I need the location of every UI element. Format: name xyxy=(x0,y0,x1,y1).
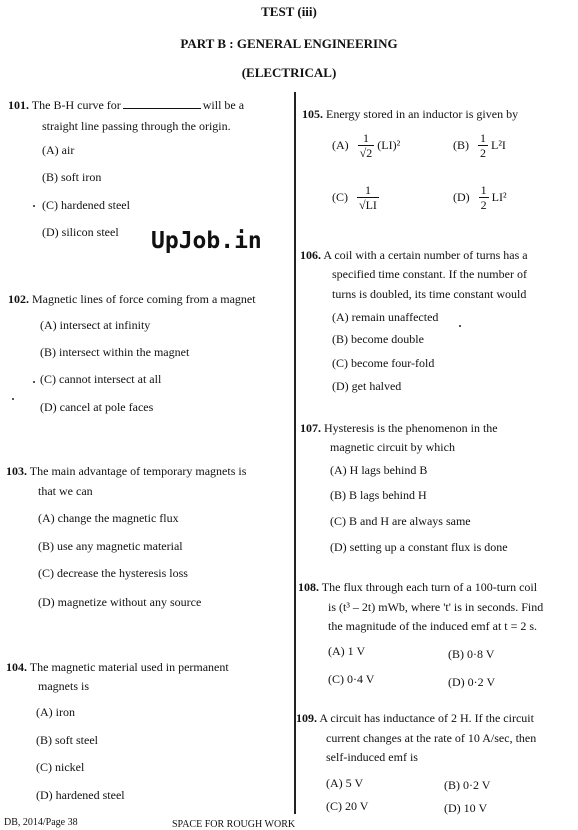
scan-speck xyxy=(33,381,35,383)
question-103-line2: that we can xyxy=(38,484,93,498)
option-109-c: (C) 20 V xyxy=(326,799,369,813)
question-109-line2: current changes at the rate of 10 A/sec, then xyxy=(326,731,537,745)
option-106-b: (B) become double xyxy=(332,332,424,346)
question-109-line3: self-induced emf is xyxy=(326,750,418,764)
option-108-d: (D) 0·2 V xyxy=(448,675,496,689)
option-109-b: (B) 0·2 V xyxy=(444,778,491,792)
question-108-line2: is (t³ – 2t) mWb, where 't' is in seconds. Find xyxy=(328,600,544,614)
option-104-a: (A) iron xyxy=(36,705,75,719)
option-104-c: (C) nickel xyxy=(36,760,85,774)
option-101-a: (A) air xyxy=(42,143,75,157)
question-104-line2: magnets is xyxy=(38,679,89,693)
option-108-b: (B) 0·8 V xyxy=(448,647,495,661)
question-101-line2: straight line passing through the origin. xyxy=(42,119,231,133)
question-107: 107. Hysteresis is the phenomenon in the xyxy=(300,421,498,435)
option-105-c: (C) $\frac{1}{√LI}$ xyxy=(332,183,377,212)
option-102-d: (D) cancel at pole faces xyxy=(40,400,154,414)
footer-rough-work: SPACE FOR ROUGH WORK xyxy=(172,819,296,830)
question-106: 106. A coil with a certain number of turns has a xyxy=(300,248,528,262)
option-104-b: (B) soft steel xyxy=(36,733,98,747)
option-109-a: (A) 5 V xyxy=(326,776,364,790)
question-102: 102. Magnetic lines of force coming from a magnet xyxy=(8,292,256,306)
option-101-d: (D) silicon steel xyxy=(42,225,119,239)
section-title: (ELECTRICAL) xyxy=(241,65,337,80)
option-103-d: (D) magnetize without any source xyxy=(38,595,202,609)
option-105-b: (B) $\frac{1}{2}$ L²I xyxy=(453,131,506,160)
question-107-line2: magnetic circuit by which xyxy=(330,440,455,454)
option-103-c: (C) decrease the hysteresis loss xyxy=(38,566,188,580)
option-107-c: (C) B and H are always same xyxy=(330,514,471,528)
option-102-a: (A) intersect at infinity xyxy=(40,318,151,332)
answer-blank xyxy=(123,108,201,109)
option-106-c: (C) become four-fold xyxy=(332,356,435,370)
option-103-a: (A) change the magnetic flux xyxy=(38,511,179,525)
option-106-a: (A) remain unaffected xyxy=(332,310,439,324)
option-103-b: (B) use any magnetic material xyxy=(38,539,183,553)
option-109-d: (D) 10 V xyxy=(444,801,488,815)
option-107-a: (A) H lags behind B xyxy=(330,463,428,477)
option-108-a: (A) 1 V xyxy=(328,644,366,658)
watermark-logo: UpJob.in xyxy=(151,228,262,254)
question-108: 108. The flux through each turn of a 100-turn coil xyxy=(298,580,538,594)
column-divider xyxy=(294,92,296,814)
scan-speck xyxy=(12,398,14,400)
question-106-line3: turns is doubled, its time constant would xyxy=(332,287,527,301)
option-101-c: (C) hardened steel xyxy=(42,198,130,212)
option-102-c: (C) cannot intersect at all xyxy=(40,372,162,386)
option-107-b: (B) B lags behind H xyxy=(330,488,427,502)
question-104: 104. The magnetic material used in permanent xyxy=(6,660,229,674)
option-106-d: (D) get halved xyxy=(332,379,402,393)
option-107-d: (D) setting up a constant flux is done xyxy=(330,540,508,554)
test-title: TEST (iii) xyxy=(261,4,317,19)
scan-speck xyxy=(459,325,461,327)
option-105-a: (A) $\frac{1}{√2}$ (LI)² xyxy=(332,131,401,160)
footer-page-number: DB, 2014/Page 38 xyxy=(4,817,78,828)
scan-speck xyxy=(33,205,35,207)
question-101: 101. The B-H curve for will be a xyxy=(8,98,245,112)
question-103: 103. The main advantage of temporary magnets is xyxy=(6,464,247,478)
option-102-b: (B) intersect within the magnet xyxy=(40,345,190,359)
part-title: PART B : GENERAL ENGINEERING xyxy=(180,36,398,51)
question-108-line3: the magnitude of the induced emf at t = 2 s. xyxy=(328,619,538,633)
option-101-b: (B) soft iron xyxy=(42,170,102,184)
question-105: 105. Energy stored in an inductor is given by xyxy=(302,107,519,121)
option-104-d: (D) hardened steel xyxy=(36,788,125,802)
option-105-d: (D) $\frac{1}{2}$ LI² xyxy=(453,183,507,212)
question-106-line2: specified time constant. If the number of xyxy=(332,267,527,281)
option-108-c: (C) 0·4 V xyxy=(328,672,375,686)
question-109: 109. A circuit has inductance of 2 H. If the circuit xyxy=(296,711,534,725)
